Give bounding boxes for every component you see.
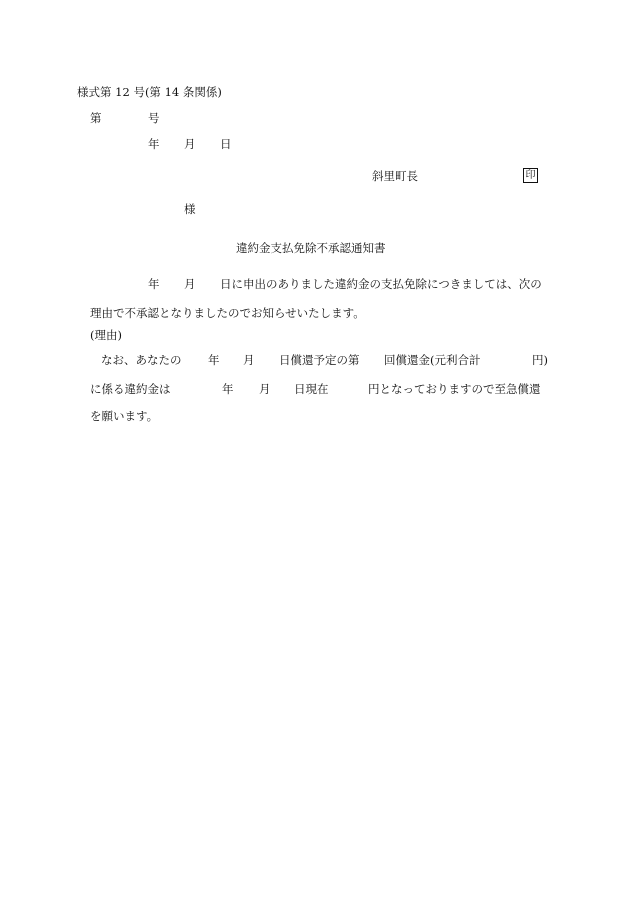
- recipient-suffix: 様: [184, 202, 196, 216]
- reason-l2-a: に係る違約金は: [90, 382, 171, 396]
- issue-date-year: 年: [148, 137, 160, 151]
- form-label: 様式第 12 号(第 14 条関係): [77, 85, 222, 99]
- reason-l1-a: なお、あなたの: [101, 353, 182, 367]
- issuer-title: 斜里町長: [372, 169, 418, 183]
- reason-l2-b: 日現在: [294, 382, 329, 396]
- reason-l1-b: 日償還予定の第: [279, 353, 360, 367]
- doc-number-prefix: 第: [90, 111, 102, 125]
- body-line-1: 日に申出のありました違約金の支払免除につきましては、次の: [220, 277, 542, 291]
- reason-l2-year: 年: [222, 382, 234, 396]
- body-year: 年: [148, 277, 160, 291]
- reason-l3: を願います。: [90, 409, 159, 423]
- reason-l2-month: 月: [259, 382, 271, 396]
- body-month: 月: [184, 277, 196, 291]
- issue-date-month: 月: [184, 137, 196, 151]
- reason-l1-d: 円): [532, 353, 548, 367]
- body-line-2: 理由で不承認となりましたのでお知らせいたします。: [90, 306, 365, 320]
- reason-l1-month: 月: [243, 353, 255, 367]
- seal-mark: 印: [523, 168, 538, 183]
- reason-label: (理由): [90, 328, 122, 342]
- document-title: 違約金支払免除不承認通知書: [236, 241, 386, 255]
- issue-date-day: 日: [220, 137, 232, 151]
- doc-number-suffix: 号: [148, 111, 160, 125]
- reason-l2-c: 円となっておりますので至急償還: [368, 382, 541, 396]
- reason-l1-c: 回償還金(元利合計: [384, 353, 481, 367]
- reason-l1-year: 年: [208, 353, 220, 367]
